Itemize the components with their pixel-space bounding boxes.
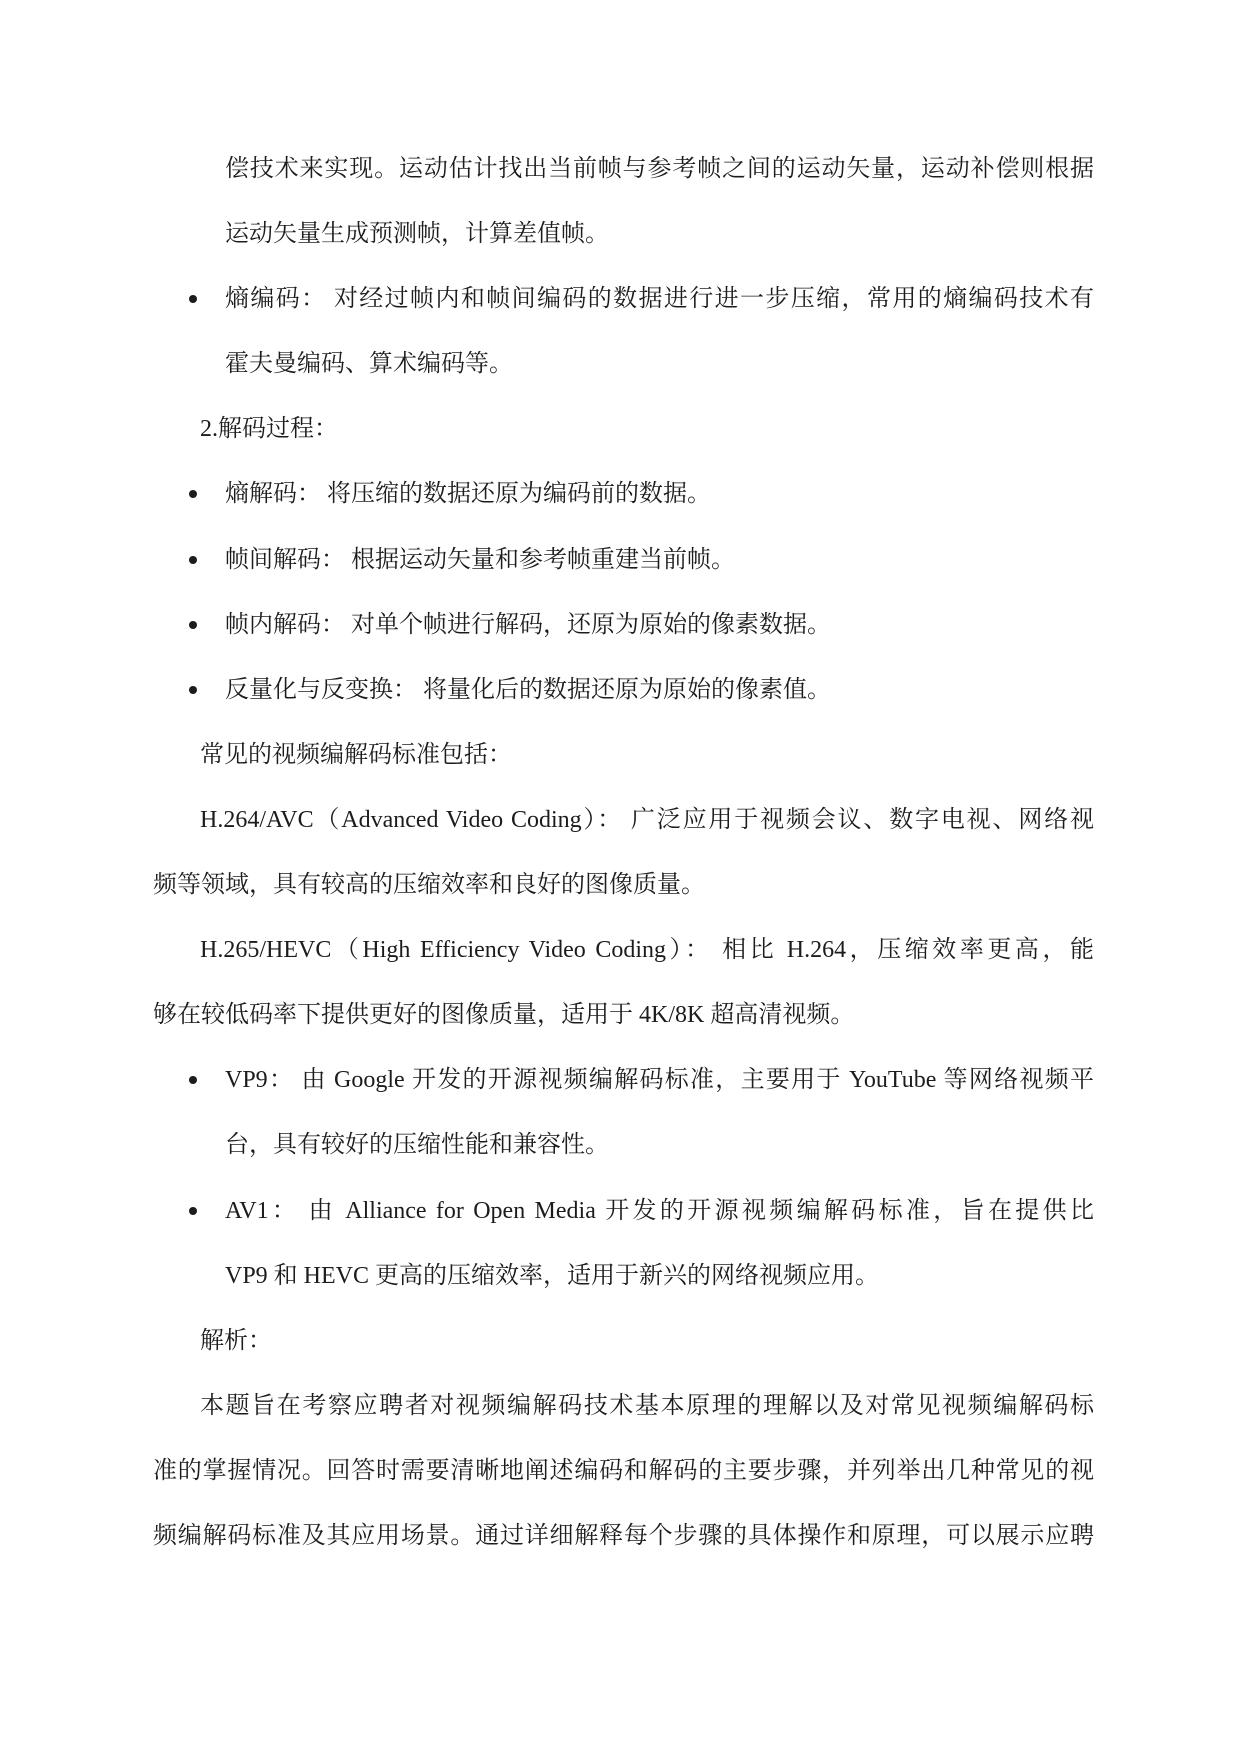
paragraph-line: 常见的视频编解码标准包括： [200,741,512,768]
bullet-icon [189,686,197,694]
section-heading-text: 2.解码过程： [200,416,338,443]
bullet-icon [189,295,197,303]
text-row [0,1000,1241,1065]
list-item [0,545,1241,610]
list-item-line: VP9 和 HEVC 更高的压缩效率，适用于新兴的网络视频应用。 [225,1262,880,1289]
paragraph-line: 本题旨在考察应聘者对视频编解码技术基本原理的理解以及对常见视频编解码标 [200,1392,1094,1419]
text-row [0,219,1241,284]
list-item [0,1196,1241,1326]
list-item-line: VP9： 由 Google 开发的开源视频编解码标准，主要用于 YouTube 等网络视频平 [225,1067,1094,1094]
text-row [0,610,1241,675]
bullet-icon [189,1207,197,1215]
bullet-icon [189,490,197,498]
list-item-line: 帧间解码： 根据运动矢量和参考帧重建当前帧。 [225,546,735,573]
bullet-icon [189,621,197,629]
paragraph-line: 够在较低码率下提供更好的图像质量，适用于 4K/8K 超高清视频。 [153,1002,855,1029]
list-item-line: 熵编码： 对经过帧内和帧间编码的数据进行进一步压缩，常用的熵编码技术有 [225,286,1094,313]
text-row [0,870,1241,935]
list-item-line: 台，具有较好的压缩性能和兼容性。 [225,1132,609,1159]
list-item-line: 霍夫曼编码、算术编码等。 [225,351,513,378]
paragraph-line: 频等领域，具有较高的压缩效率和良好的图像质量。 [153,872,705,899]
list-item [0,675,1241,740]
list-item-line: 熵解码： 将压缩的数据还原为编码前的数据。 [225,481,711,508]
list-item [0,1065,1241,1195]
paragraph-line: 运动矢量生成预测帧，计算差值帧。 [225,221,609,248]
bullet-icon [189,1076,197,1084]
text-row [0,479,1241,544]
paragraph [0,154,1241,284]
text-row [0,349,1241,414]
list-item-line: AV1： 由 Alliance for Open Media 开发的开源视频编解码标准，旨在提供比 [225,1197,1094,1224]
section-heading [0,1326,1241,1391]
text-row [0,675,1241,740]
list-item-line: 帧内解码： 对单个帧进行解码，还原为原始的像素数据。 [225,611,831,638]
text-row [0,1065,1241,1130]
text-row [0,1196,1241,1261]
text-row [0,1130,1241,1195]
text-row [0,1261,1241,1326]
list-item [0,284,1241,414]
text-row [0,1456,1241,1521]
section-heading-text: 解析： [200,1327,272,1354]
paragraph [0,740,1241,805]
list-item-line: 反量化与反变换： 将量化后的数据还原为原始的像素值。 [225,676,831,703]
text-row [0,545,1241,610]
text-row [0,1391,1241,1456]
list-item [0,610,1241,675]
paragraph [0,1391,1241,1586]
paragraph-line: 偿技术来实现。运动估计找出当前帧与参考帧之间的运动矢量，运动补偿则根据 [225,156,1094,182]
paragraph-line: H.264/AVC（Advanced Video Coding）： 广泛应用于视频会议、数字电视、网络视 [200,806,1094,833]
text-row [0,805,1241,870]
paragraph-line: 频编解码标准及其应用场景。通过详细解释每个步骤的具体操作和原理，可以展示应聘 [153,1522,1094,1549]
paragraph [0,935,1241,1065]
bullet-icon [189,556,197,564]
text-row [0,154,1241,219]
paragraph-line: H.265/HEVC（High Efficiency Video Coding）： 相比 H.264，压缩效率更高，能 [200,937,1094,964]
list-item [0,479,1241,544]
section-heading [0,414,1241,479]
text-row [0,935,1241,1000]
paragraph-line: 准的掌握情况。回答时需要清晰地阐述编码和解码的主要步骤，并列举出几种常见的视 [153,1457,1094,1484]
text-row [0,1521,1241,1586]
paragraph [0,805,1241,935]
text-row [0,284,1241,349]
